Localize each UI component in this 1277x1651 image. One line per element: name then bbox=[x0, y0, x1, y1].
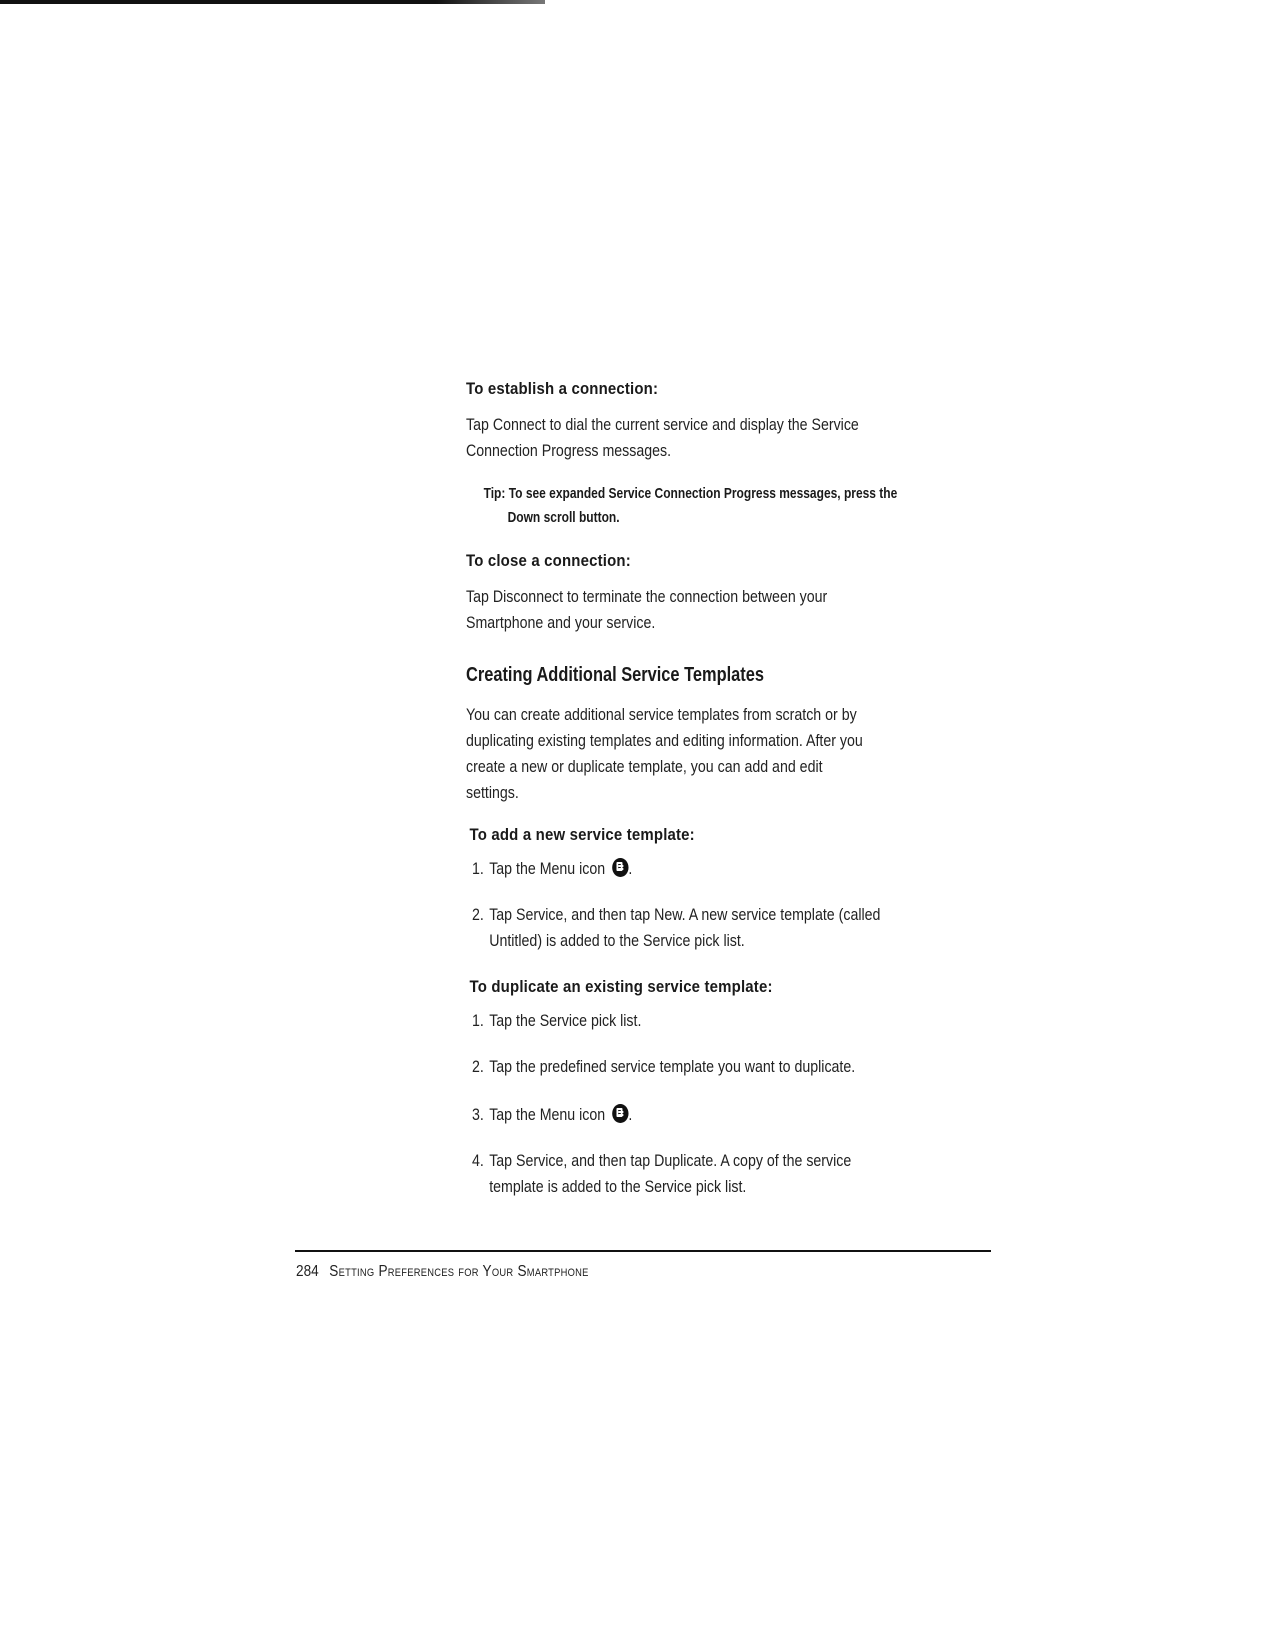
list-item bbox=[472, 1008, 954, 1034]
page-footer bbox=[296, 1262, 589, 1282]
add-template-steps bbox=[466, 856, 1006, 954]
step-number: 2. bbox=[472, 906, 484, 924]
step-text bbox=[489, 1148, 953, 1200]
establish-connection-text-line-1: Tap Connect to dial the current service and display the Service bbox=[466, 416, 859, 434]
menu-icon bbox=[612, 1104, 628, 1123]
establish-connection-text-line-2: Connection Progress messages. bbox=[466, 442, 672, 460]
step-number: 2. bbox=[472, 1058, 484, 1076]
spacer bbox=[472, 1034, 1006, 1054]
tip-text-line-1: To see expanded Service Connection Progress messages, press the bbox=[508, 485, 898, 502]
section-title: Creating Additional Service Templates bbox=[466, 664, 765, 686]
step-text bbox=[489, 1102, 953, 1128]
establish-connection-heading: To establish a connection: bbox=[466, 379, 659, 398]
step-number: 3. bbox=[472, 1106, 484, 1124]
step-text bbox=[489, 902, 953, 954]
templates-para-line-3: create a new or duplicate template, you can add and edit bbox=[466, 758, 823, 776]
spacer bbox=[472, 1080, 1006, 1102]
page-number: 284 bbox=[296, 1263, 319, 1280]
duplicate-template-heading: To duplicate an existing service template: bbox=[469, 977, 773, 996]
step-text-line: Tap the Menu icon bbox=[489, 1106, 606, 1124]
page-content bbox=[466, 378, 1006, 1200]
step-text-line: Tap Service, and then tap New. A new service template (called bbox=[489, 906, 881, 924]
spacer bbox=[472, 882, 1006, 902]
templates-para-line-2: duplicating existing templates and editing information. After you bbox=[466, 732, 863, 750]
add-template-heading: To add a new service template: bbox=[469, 825, 695, 844]
list-item bbox=[472, 856, 954, 882]
step-text: Tap the predefined service template you want to duplicate. bbox=[489, 1058, 856, 1076]
close-connection-text-line-1: Tap Disconnect to terminate the connection between your bbox=[466, 588, 828, 606]
running-title: Setting Preferences for Your Smartphone bbox=[329, 1263, 589, 1280]
step-number: 1. bbox=[472, 860, 484, 878]
step-number: 4. bbox=[472, 1152, 484, 1170]
menu-icon bbox=[612, 858, 628, 877]
step-text-line: template is added to the Service pick list. bbox=[489, 1178, 747, 1196]
close-connection-heading: To close a connection: bbox=[466, 551, 631, 570]
tip-text-line-2: Down scroll button. bbox=[507, 509, 620, 526]
top-edge-rule bbox=[0, 0, 545, 4]
close-connection-text-line-2: Smartphone and your service. bbox=[466, 614, 656, 632]
spacer bbox=[472, 1128, 1006, 1148]
list-item bbox=[472, 1148, 954, 1200]
step-text bbox=[489, 856, 953, 882]
step-number: 1. bbox=[472, 1012, 484, 1030]
list-item bbox=[472, 1054, 954, 1080]
step-text-line: Tap the Menu icon bbox=[489, 860, 606, 878]
footer-rule bbox=[295, 1250, 991, 1252]
step-text: Tap the Service pick list. bbox=[489, 1012, 642, 1030]
templates-para-line-1: You can create additional service templates from scratch or by bbox=[466, 706, 857, 724]
list-item bbox=[472, 1102, 954, 1128]
tip-label: Tip: bbox=[483, 485, 506, 502]
duplicate-template-steps bbox=[466, 1008, 1006, 1200]
step-text-line: Tap Service, and then tap Duplicate. A copy of the service bbox=[489, 1152, 852, 1170]
step-suffix: . bbox=[628, 1106, 633, 1124]
step-suffix: . bbox=[628, 860, 633, 878]
step-text-line: Untitled) is added to the Service pick list. bbox=[489, 932, 745, 950]
tip-note bbox=[466, 482, 956, 530]
templates-para-line-4: settings. bbox=[466, 784, 519, 802]
list-item bbox=[472, 902, 954, 954]
